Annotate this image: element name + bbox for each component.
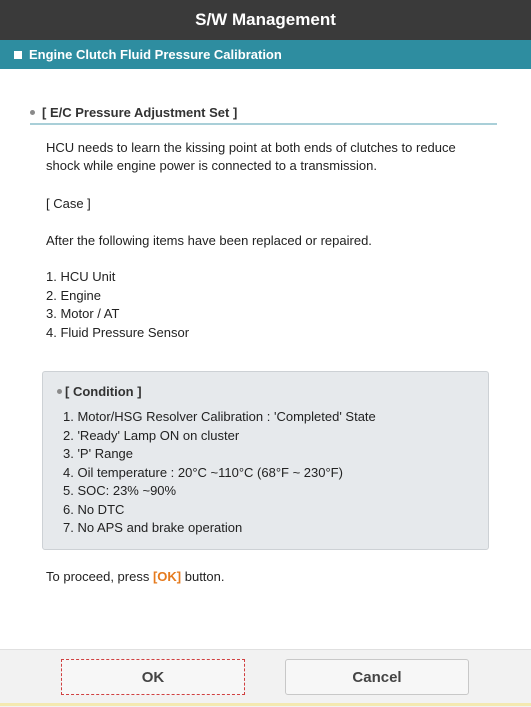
section-header [30,101,497,125]
case-item: 1. HCU Unit [46,269,116,284]
condition-list [63,408,376,538]
button-bar [0,649,531,707]
dot-bullet-icon [30,110,35,115]
dot-bullet-icon [57,389,62,394]
page-subtitle: Engine Clutch Fluid Pressure Calibration [29,47,282,62]
condition-header [57,384,142,399]
window-title-text: S/W Management [195,10,336,29]
main-content [0,69,531,649]
condition-panel [42,371,489,550]
proceed-suffix: button. [181,569,225,584]
intro-line-2: shock while engine power is connected to a transmission. [46,158,377,173]
case-item: 4. Fluid Pressure Sensor [46,325,190,340]
condition-item: 5. SOC: 23% ~90% [63,483,177,498]
condition-item: 6. No DTC [63,501,125,517]
case-item: 3. Motor / AT [46,306,120,321]
condition-title: [ Condition ] [65,384,142,399]
condition-item: 3. 'P' Range [63,446,134,461]
cancel-button-label: Cancel [352,668,402,686]
condition-item: 1. Motor/HSG Resolver Calibration : 'Completed' State [63,409,376,424]
section-title: [ E/C Pressure Adjustment Set ] [42,104,238,120]
ok-button[interactable] [61,659,245,695]
proceed-instruction [46,569,225,584]
intro-line-1: HCU needs to learn the kissing point at both ends of clutches to reduce [46,140,456,155]
proceed-prefix: To proceed, press [46,569,153,584]
ok-button-label: OK [141,668,165,686]
condition-item: 4. Oil temperature : 20°C ~110°C (68°F ~ 230°F) [63,464,343,480]
case-intro: After the following items have been replaced or repaired. [46,233,372,248]
condition-item: 2. 'Ready' Lamp ON on cluster [63,427,240,443]
case-item: 2. Engine [46,288,101,303]
case-label: [ Case ] [46,196,91,211]
page-header [0,40,531,69]
ok-reference: [OK] [152,569,182,584]
condition-item: 7. No APS and brake operation [63,520,243,535]
window-title [0,0,531,40]
square-bullet-icon [14,51,22,59]
cancel-button[interactable] [285,659,469,695]
